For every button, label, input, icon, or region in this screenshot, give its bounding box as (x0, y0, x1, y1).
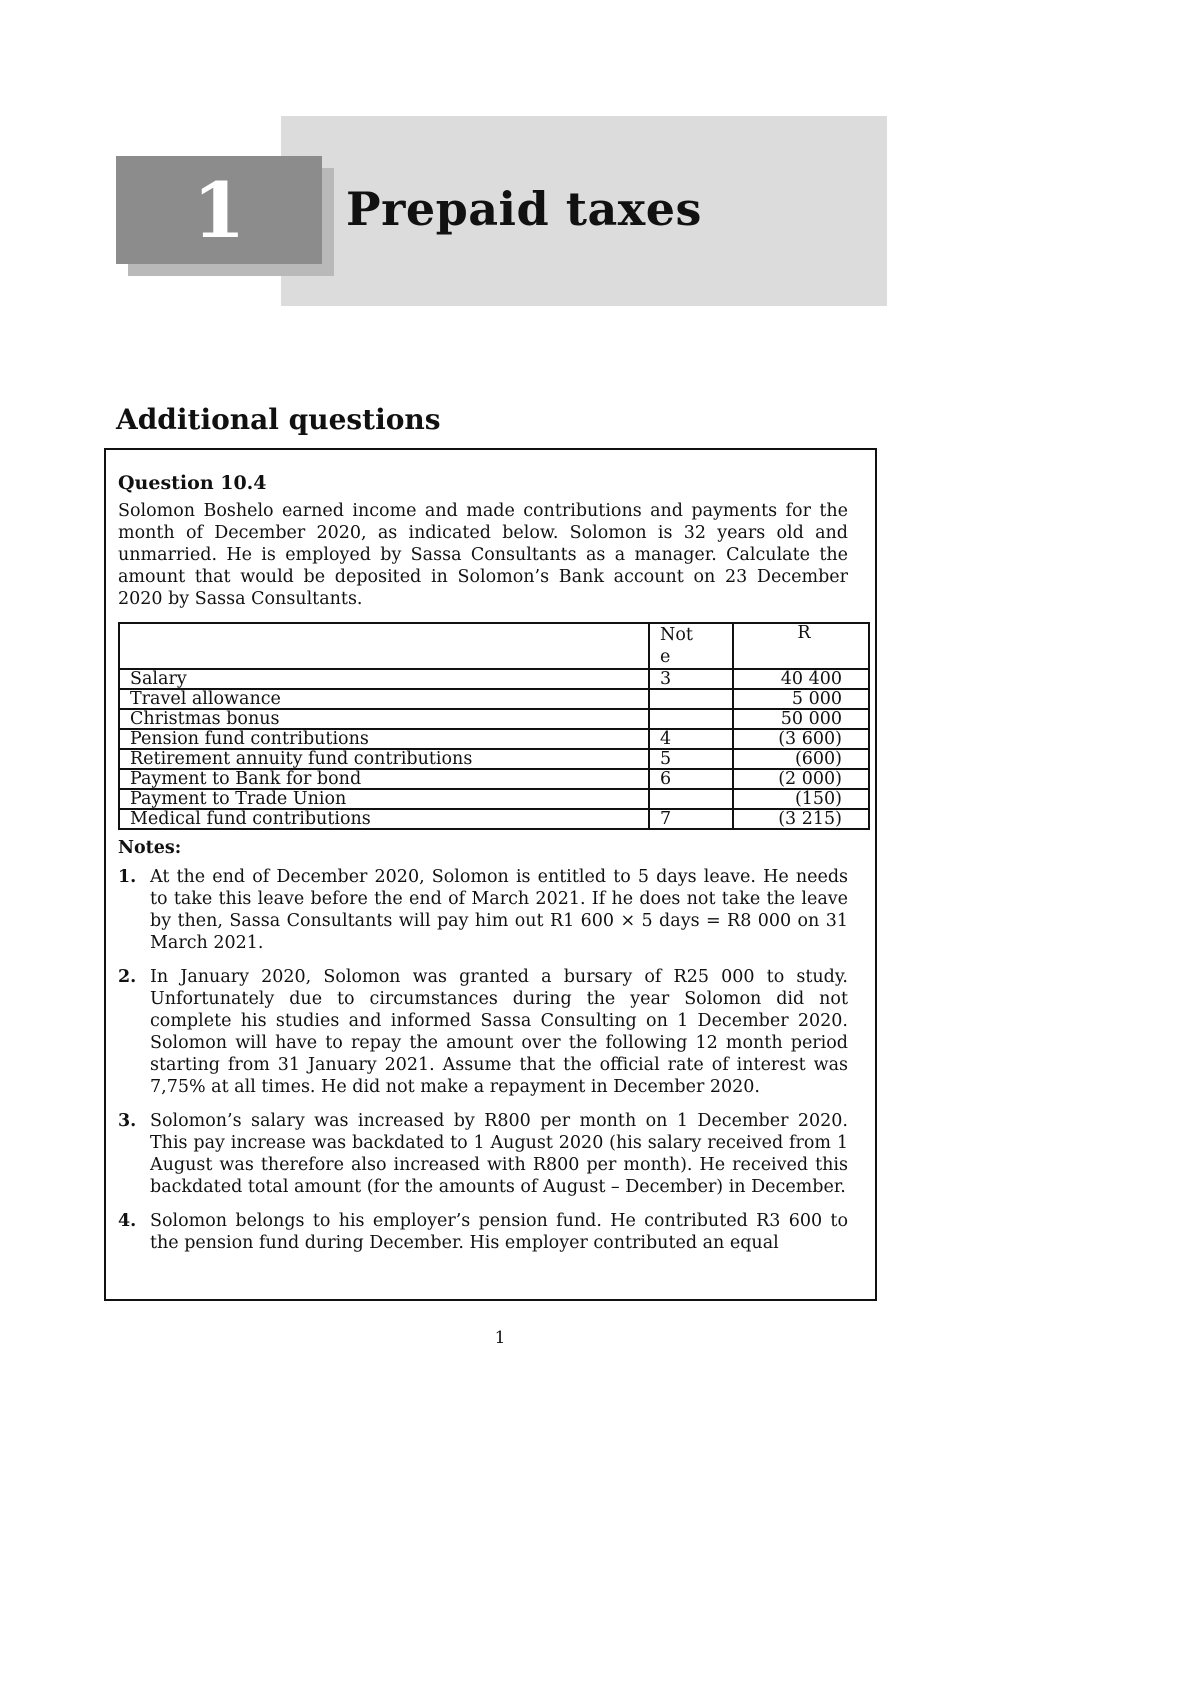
header-description (119, 623, 649, 669)
section-heading: Additional questions (116, 403, 441, 436)
row-amount: 50 000 (733, 709, 869, 729)
question-content (118, 470, 848, 1266)
chapter-number: 1 (192, 165, 246, 255)
header-note (649, 623, 733, 669)
note-number: 3. (118, 1111, 137, 1131)
note-item (118, 866, 848, 954)
table-row (119, 669, 869, 689)
table-header-row (119, 623, 869, 669)
question-text: Solomon Boshelo earned income and made contributions and payments for the month of December 2020, as indicated below. Solomon is 32 years old and unmarried. He is employed by Sassa Consultants as a manager. Calculate the amount that would be deposited in Solomon’s Bank account on 23 December 2020 by Sassa Consultants. (118, 501, 848, 609)
row-amount: (3 600) (733, 729, 869, 749)
row-amount: (3 215) (733, 809, 869, 829)
table-row (119, 769, 869, 789)
note-text: Solomon’s salary was increased by R800 per month on 1 December 2020. This pay increase was backdated to 1 August 2020 (his salary received from 1 August was therefore also increased with R800 per month). He received this backdated total amount (for the amounts of August – December) in December. (150, 1111, 848, 1197)
row-note (649, 709, 733, 729)
note-text: At the end of December 2020, Solomon is entitled to 5 days leave. He needs to take this leave before the end of March 2021. If he does not take the leave by then, Sassa Consultants will pay him out R1 600 × 5 days = R8 000 on 31 March 2021. (150, 867, 848, 953)
notes-heading: Notes: (118, 838, 182, 858)
row-description: Medical fund contributions (119, 809, 649, 829)
table-row (119, 789, 869, 809)
table-row (119, 749, 869, 769)
note-item (118, 966, 848, 1098)
row-description: Christmas bonus (119, 709, 649, 729)
page-number: 1 (494, 1328, 506, 1348)
note-number: 2. (118, 967, 137, 987)
row-description: Salary (119, 669, 649, 689)
note-item (118, 1110, 848, 1198)
row-amount: (150) (733, 789, 869, 809)
row-note: 7 (649, 809, 733, 829)
row-amount: (600) (733, 749, 869, 769)
header-note-text: Not e (660, 625, 693, 667)
question-box (104, 448, 877, 1301)
note-number: 4. (118, 1211, 137, 1231)
header-amount: R (733, 623, 869, 669)
note-text: In January 2020, Solomon was granted a bursary of R25 000 to study. Unfortunately due to circumstances during the year Solomon did not complete his studies and informed Sassa Consulting on 1 December 2020. Solomon will have to repay the amount over the following 12 month period starting from 31 January 2021. Assume that the official rate of interest was 7,75% at all times. He did not make a repayment in December 2020. (150, 967, 848, 1097)
row-description: Retirement annuity fund contributions (119, 749, 649, 769)
table-row (119, 689, 869, 709)
chapter-title: Prepaid taxes (346, 182, 702, 236)
row-note: 3 (649, 669, 733, 689)
row-description: Pension fund contributions (119, 729, 649, 749)
row-description: Payment to Trade Union (119, 789, 649, 809)
row-note: 6 (649, 769, 733, 789)
chapter-number-box (116, 156, 322, 264)
row-amount: (2 000) (733, 769, 869, 789)
income-table (118, 622, 870, 830)
question-title: Question 10.4 (118, 472, 267, 494)
row-amount: 5 000 (733, 689, 869, 709)
row-note: 4 (649, 729, 733, 749)
row-amount: 40 400 (733, 669, 869, 689)
row-note (649, 789, 733, 809)
note-item (118, 1210, 848, 1254)
note-text: Solomon belongs to his employer’s pension fund. He contributed R3 600 to the pension fund during December. His employer contributed an equal (150, 1211, 848, 1253)
notes-list (118, 866, 848, 1254)
note-number: 1. (118, 867, 137, 887)
table-row (119, 709, 869, 729)
row-note (649, 689, 733, 709)
table-row (119, 729, 869, 749)
table-row (119, 809, 869, 829)
row-description: Travel allowance (119, 689, 649, 709)
row-note: 5 (649, 749, 733, 769)
row-description: Payment to Bank for bond (119, 769, 649, 789)
